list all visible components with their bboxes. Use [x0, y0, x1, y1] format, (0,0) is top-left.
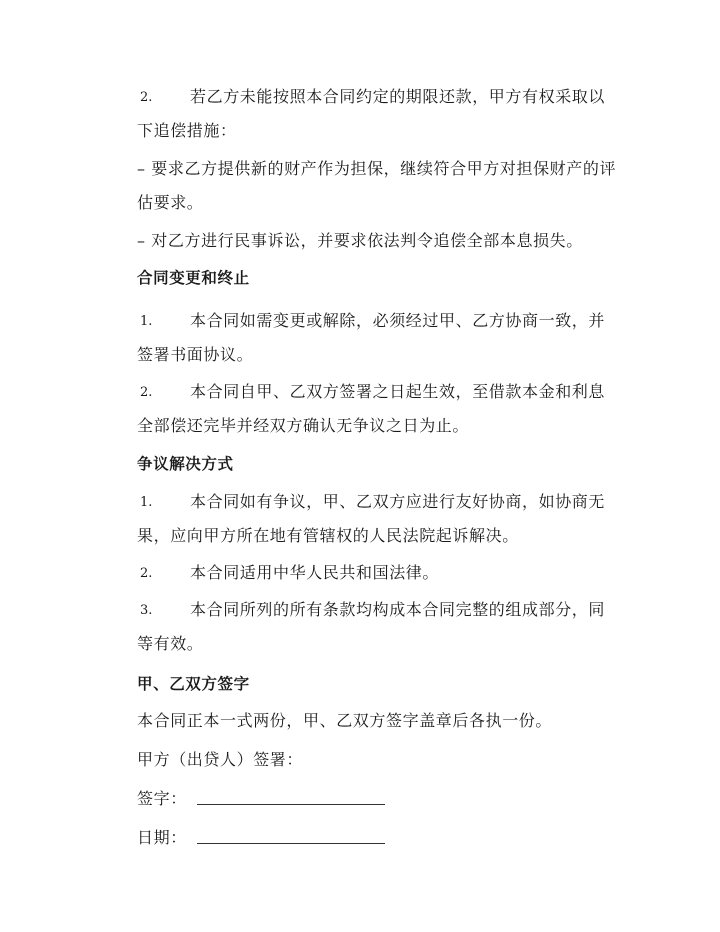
item-number: 1.	[140, 495, 153, 510]
sign-label: 签字：	[137, 789, 187, 808]
section-heading: 争议解决方式	[137, 455, 234, 473]
party-a-label: 甲方（出贷人）签署：	[137, 750, 304, 769]
date-line	[197, 843, 385, 844]
copies-text: 本合同正本一式两份，甲、乙双方签字盖章后各执一份。	[137, 711, 553, 730]
paragraph-line: 本合同如需变更或解除，必须经过甲、乙方协商一致，并	[190, 311, 606, 330]
bullet-line: – 对乙方进行民事诉讼，并要求依法判令追偿全部本息损失。	[137, 231, 583, 250]
item-number: 1.	[140, 314, 153, 329]
item-number: 3.	[140, 603, 153, 618]
date-label: 日期：	[137, 828, 187, 847]
paragraph-line: 下追偿措施：	[137, 121, 237, 140]
item-number: 2.	[140, 90, 153, 105]
paragraph-line: 果，应向甲方所在地有管辖权的人民法院起诉解决。	[137, 526, 519, 545]
item-number: 2.	[140, 566, 153, 581]
bullet-line: – 要求乙方提供新的财产作为担保，继续符合甲方对担保财产的评	[137, 159, 617, 178]
section-heading: 合同变更和终止	[137, 269, 250, 287]
paragraph-line: 本合同如有争议，甲、乙双方应进行友好协商，如协商无	[190, 492, 606, 511]
paragraph-line: 等有效。	[137, 634, 204, 653]
paragraph-line: 本合同自甲、乙双方签署之日起生效，至借款本金和利息	[190, 382, 606, 401]
paragraph-line: 签署书面协议。	[137, 345, 254, 364]
item-number: 2.	[140, 385, 153, 400]
section-heading: 甲、乙双方签字	[137, 675, 250, 693]
paragraph-line: 全部偿还完毕并经双方确认无争议之日为止。	[137, 416, 470, 435]
paragraph-line: 本合同所列的所有条款均构成本合同完整的组成部分，同	[190, 600, 606, 619]
signature-line	[197, 804, 385, 805]
paragraph-line: 本合同适用中华人民共和国法律。	[190, 563, 440, 582]
paragraph-line: 若乙方未能按照本合同约定的期限还款，甲方有权采取以	[190, 87, 606, 106]
bullet-line: 估要求。	[137, 193, 204, 212]
